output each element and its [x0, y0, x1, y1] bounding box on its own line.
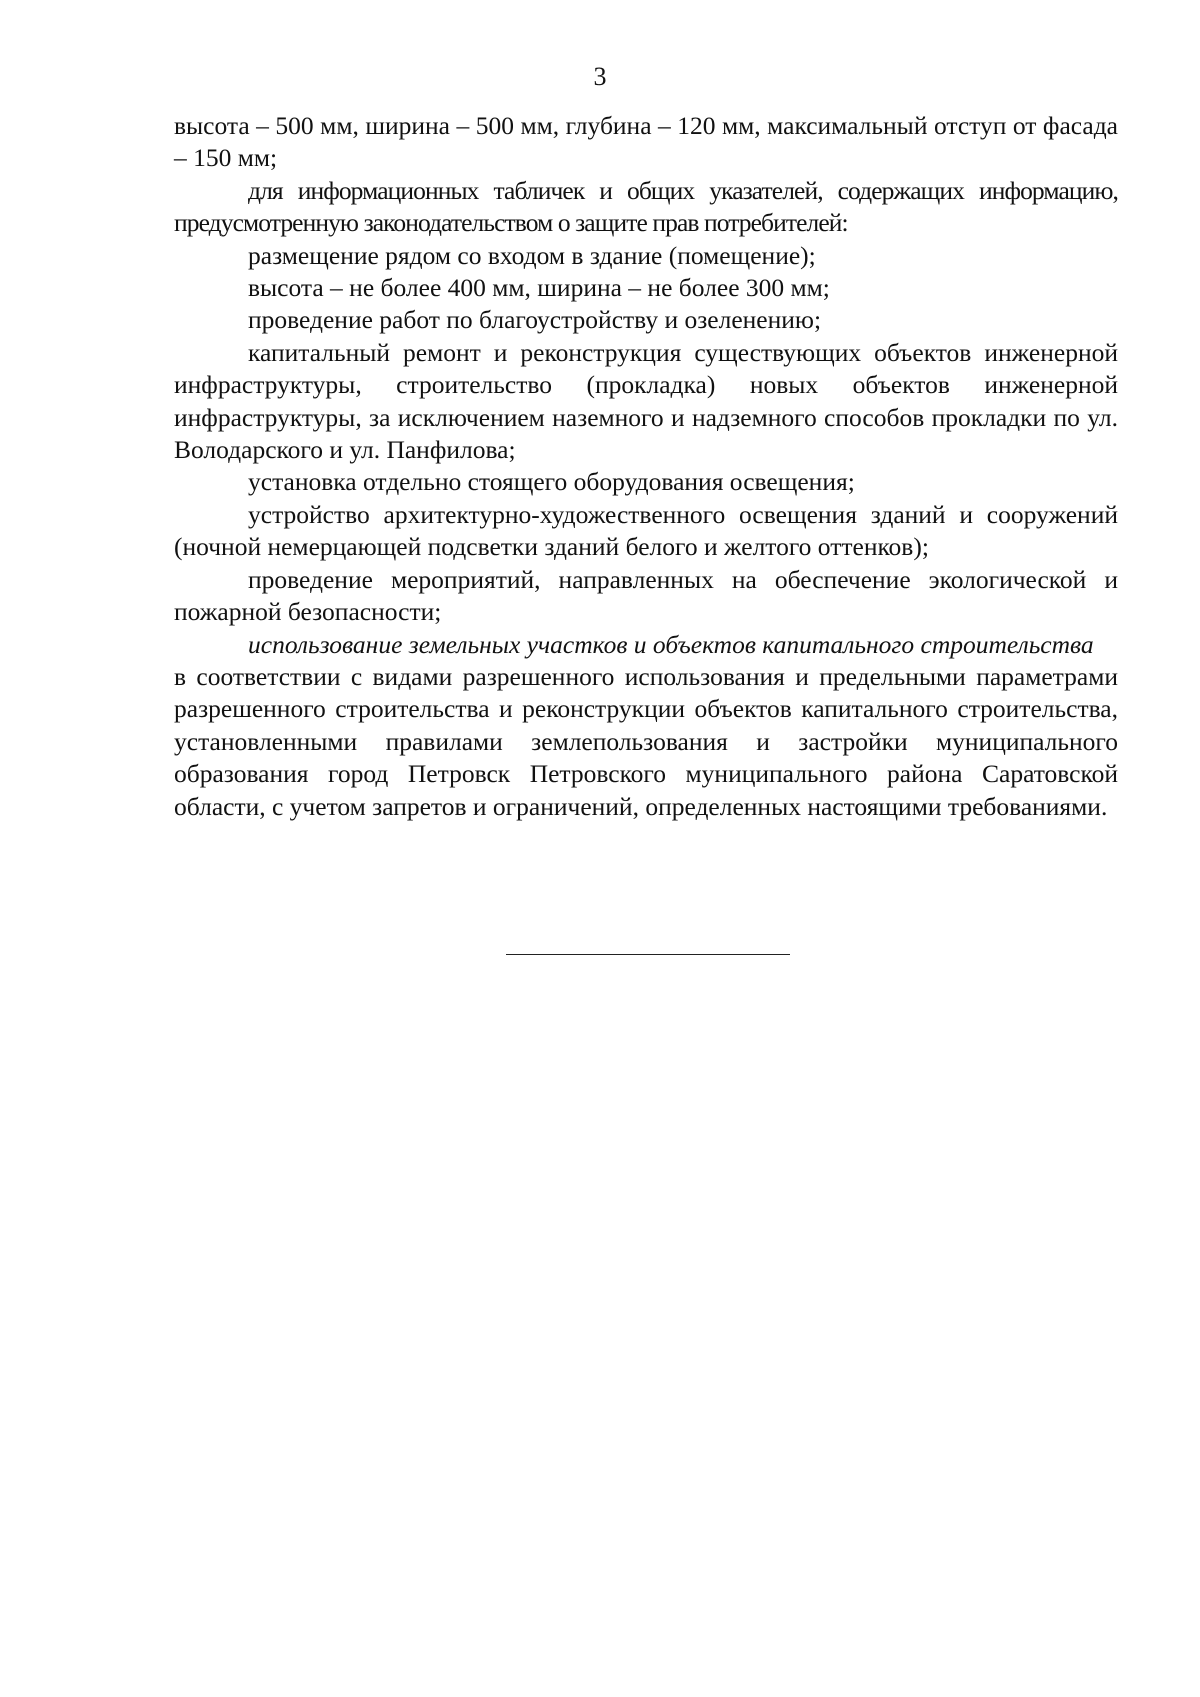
paragraph-architectural-lighting: устройство архитектурно-художественного освещения зданий и сооружений (ночной немерцающей подсветки зданий белого и желтого оттенков);	[174, 499, 1118, 562]
paragraph-land-use-heading: использование земельных участков и объектов капитального строительства	[248, 629, 1094, 659]
paragraph-dimensions-1: высота – 500 мм, ширина – 500 мм, глубина – 120 мм, максимальный отступ от фасада – 150 мм;	[174, 111, 1118, 173]
paragraph-info-plates: для информационных табличек и общих указателей, содержащих информацию, предусмотренную законодательством о защите прав потребителей:	[174, 175, 1118, 238]
paragraph-landscaping: проведение работ по благоустройству и озеленению;	[248, 305, 822, 335]
paragraph-infrastructure: капитальный ремонт и реконструкция существующих объектов инженерной инфраструктуры, строительство (прокладка) новых объектов инженерной инфраструктуры, за исключением наземного и надземного способов прокладки по ул. Володарского и ул. Панфилова;	[174, 337, 1118, 465]
paragraph-lighting-equipment: установка отдельно стоящего оборудования освещения;	[248, 467, 855, 497]
page-number: 3	[593, 62, 607, 91]
end-of-text-rule	[506, 954, 790, 955]
paragraph-placement: размещение рядом со входом в здание (помещение);	[248, 240, 816, 270]
paragraph-safety-measures: проведение мероприятий, направленных на обеспечение экологической и пожарной безопасности;	[174, 564, 1118, 627]
paragraph-land-use-body: в соответствии с видами разрешенного использования и предельными параметрами разрешенного строительства и реконструкции объектов капитального строительства, установленными правилами землепользования и застройки муниципального образования город Петровск Петровского муниципального района Саратовской области, с учетом запретов и ограничений, определенных настоящими требованиями.	[174, 661, 1118, 821]
document-body	[174, 110, 1118, 823]
paragraph-dimensions-2: высота – не более 400 мм, ширина – не более 300 мм;	[248, 273, 830, 303]
